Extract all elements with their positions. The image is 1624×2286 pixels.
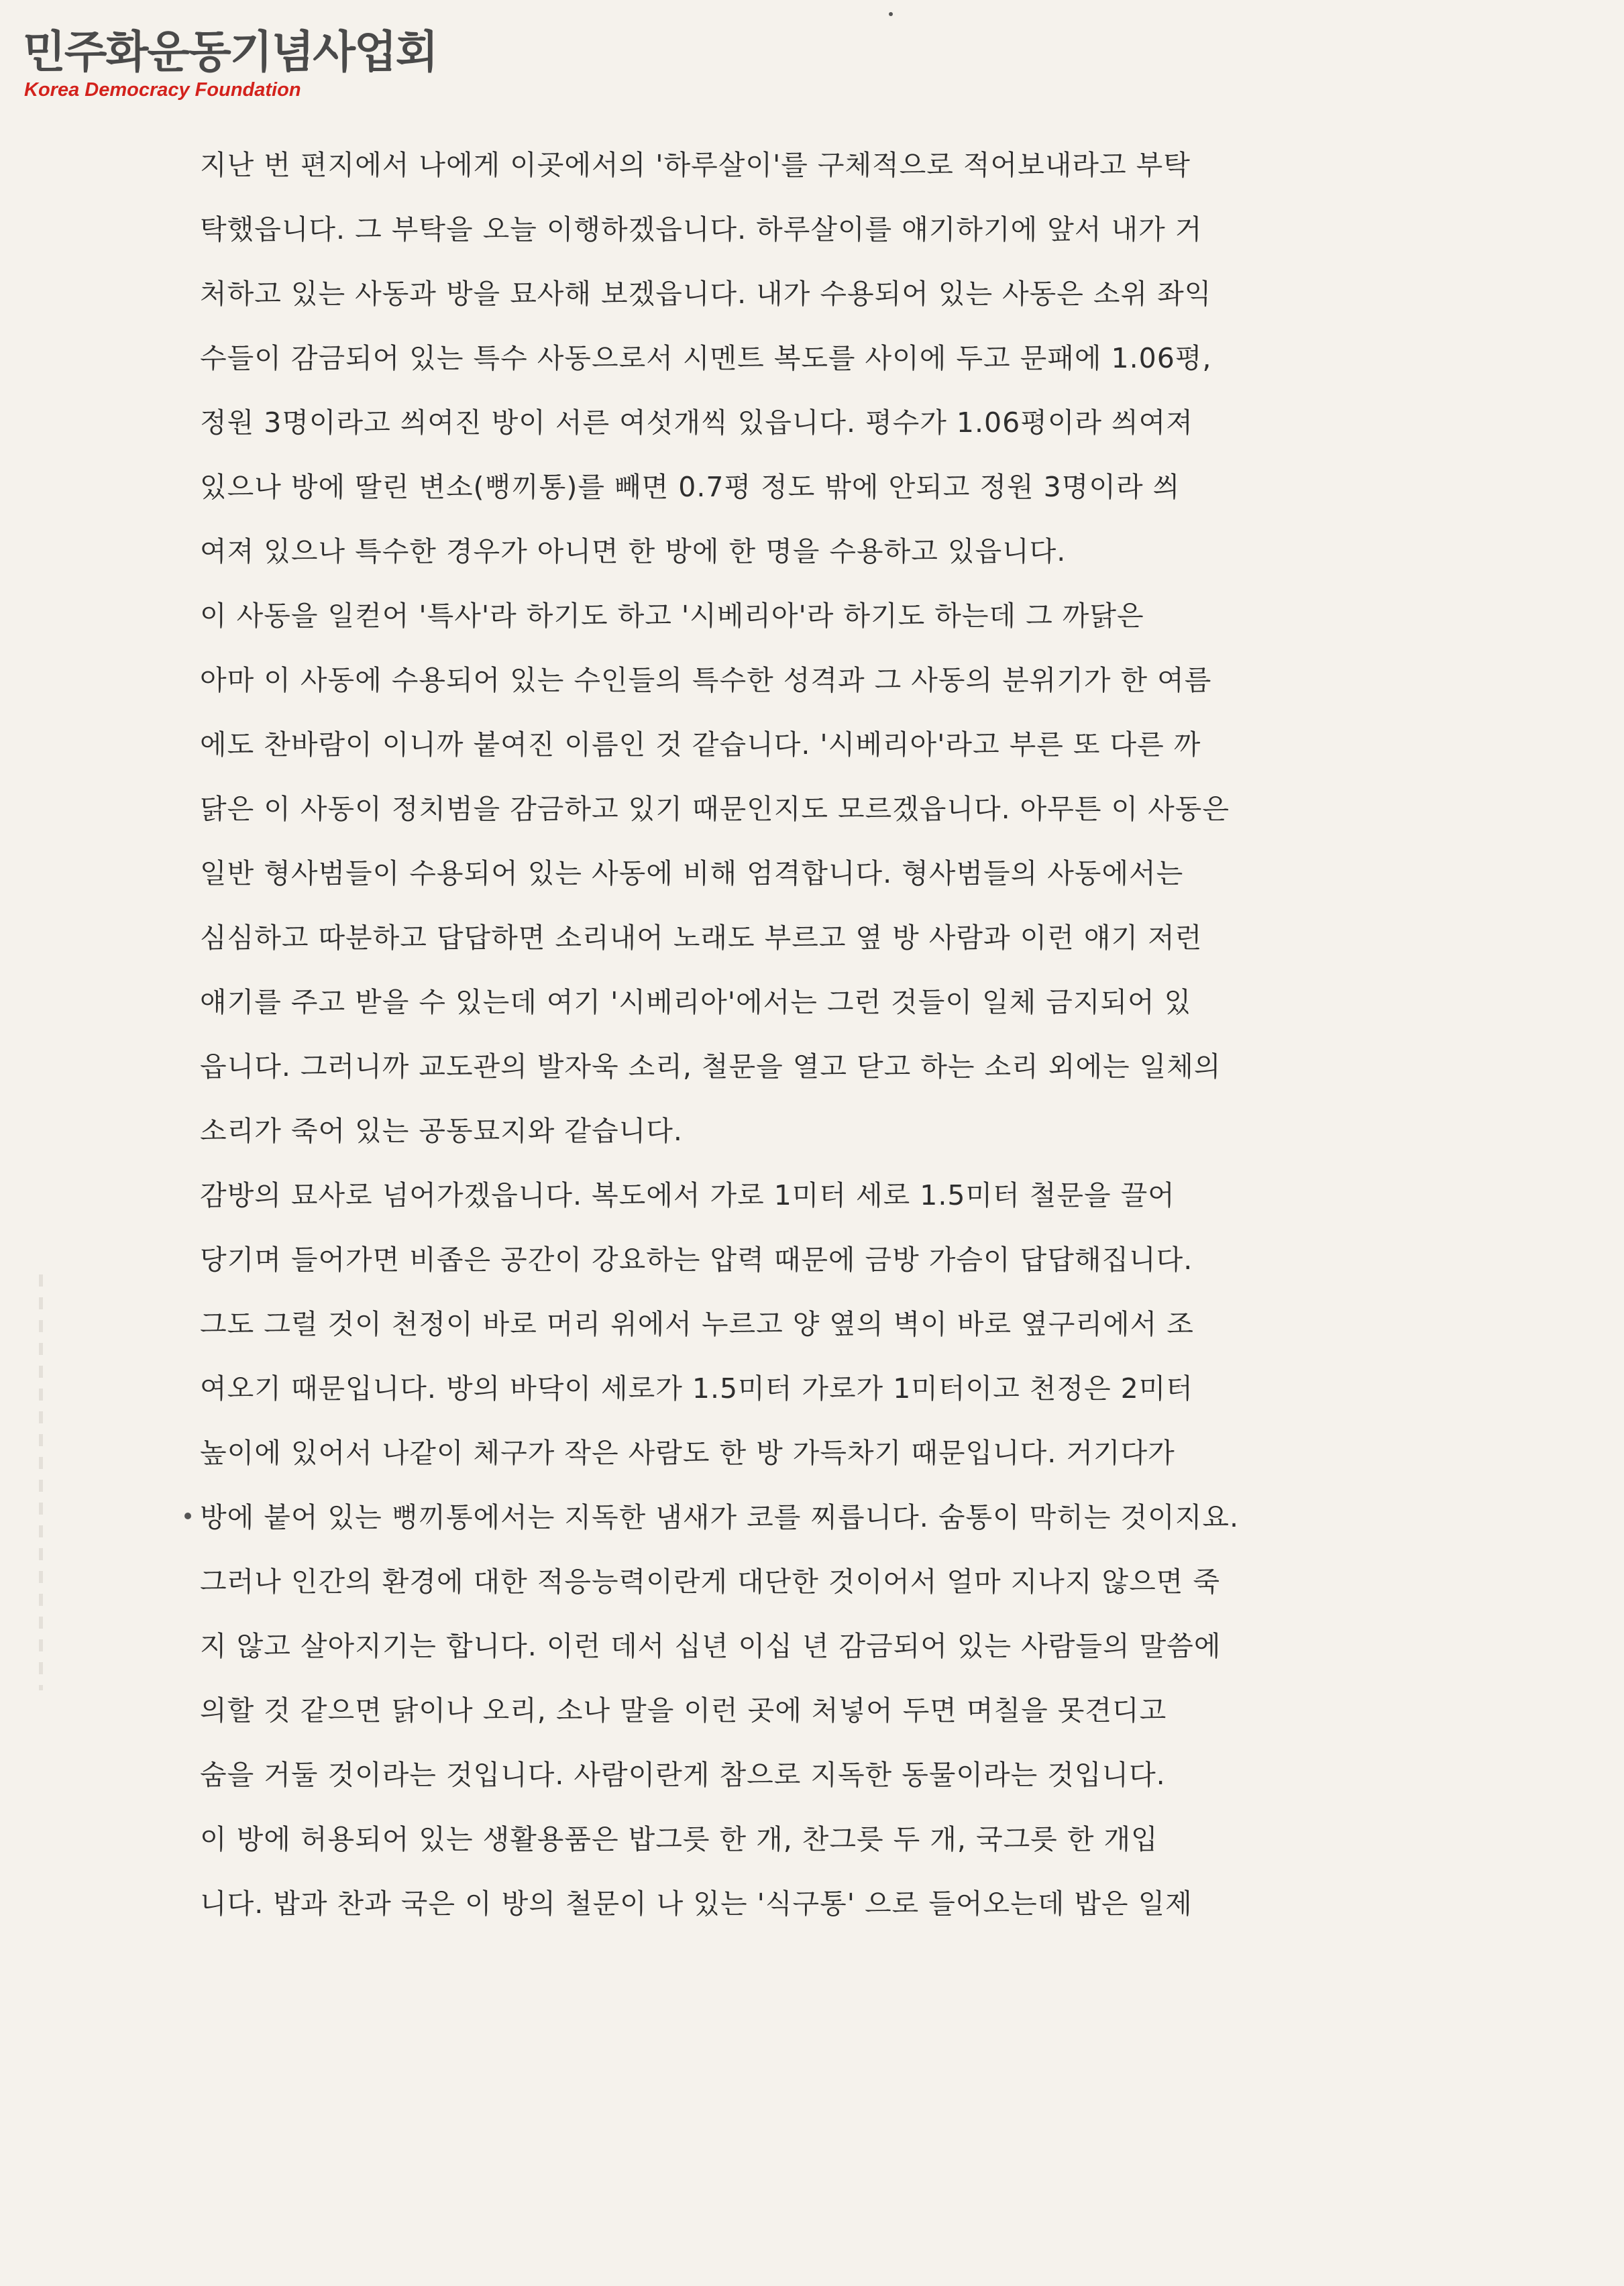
text-line: 소리가 죽어 있는 공동묘지와 같습니다. bbox=[200, 1115, 683, 1147]
margin-dot bbox=[184, 1513, 191, 1519]
text-line: 지난 번 편지에서 나에게 이곳에서의 '하루살이'를 구체적으로 적어보내라고 부탁 bbox=[200, 149, 1191, 181]
text-line: 아마 이 사동에 수용되어 있는 수인들의 특수한 성격과 그 사동의 분위기가 한 여름 bbox=[200, 664, 1212, 696]
text-line: 이 사동을 일컫어 '특사'라 하기도 하고 '시베리아'라 하기도 하는데 그 까닭은 bbox=[200, 600, 1144, 632]
text-line: 니다. 밥과 찬과 국은 이 방의 철문이 나 있는 '식구통' 으로 들어오는데 밥은 일제 bbox=[200, 1888, 1193, 1920]
logo-korean-text: 민주화운동기념사업회 bbox=[23, 26, 437, 78]
text-line: 수들이 감금되어 있는 특수 사동으로서 시멘트 복도를 사이에 두고 문패에 1.06평, bbox=[200, 342, 1212, 374]
text-line: 에도 찬바람이 이니까 붙여진 이름인 것 같습니다. '시베리아'라고 부른 또 다른 까 bbox=[200, 728, 1201, 761]
text-line: 지 않고 살아지기는 합니다. 이런 데서 십년 이십 년 감금되어 있는 사람들의 말씀에 bbox=[200, 1630, 1222, 1662]
text-line: 정원 3명이라고 씌여진 방이 서른 여섯개씩 있읍니다. 평수가 1.06평이라 씌여져 bbox=[200, 406, 1193, 439]
text-line: 여오기 때문입니다. 방의 바닥이 세로가 1.5미터 가로가 1미터이고 천정은 2미터 bbox=[200, 1372, 1193, 1405]
text-line: 당기며 들어가면 비좁은 공간이 강요하는 압력 때문에 금방 가슴이 답답해집니다. bbox=[200, 1244, 1193, 1276]
text-line: 숨을 거둘 것이라는 것입니다. 사람이란게 참으로 지독한 동물이라는 것입니다. bbox=[200, 1759, 1166, 1791]
text-line: 얘기를 주고 받을 수 있는데 여기 '시베리아'에서는 그런 것들이 일체 금지되어 있 bbox=[200, 986, 1192, 1018]
text-line: 심심하고 따분하고 답답하면 소리내어 노래도 부르고 옆 방 사람과 이런 얘기 저런 bbox=[200, 922, 1203, 954]
text-line: 여져 있으나 특수한 경우가 아니면 한 방에 한 명을 수용하고 있읍니다. bbox=[200, 535, 1067, 567]
letter-body bbox=[200, 133, 1528, 1936]
text-line: 높이에 있어서 나같이 체구가 작은 사람도 한 방 가득차기 때문입니다. 거기다가 bbox=[200, 1437, 1175, 1469]
text-line: 처하고 있는 사동과 방을 묘사해 보겠읍니다. 내가 수용되어 있는 사동은 소위 좌익 bbox=[200, 278, 1212, 310]
binding-edge-mark bbox=[39, 1274, 43, 1690]
text-line: 일반 형사범들이 수용되어 있는 사동에 비해 엄격합니다. 형사범들의 사동에서는 bbox=[200, 857, 1184, 889]
korea-democracy-foundation-logo bbox=[23, 25, 437, 106]
text-line: 의할 것 같으면 닭이나 오리, 소나 말을 이런 곳에 처넣어 두면 며칠을 못견디고 bbox=[200, 1694, 1167, 1727]
margin-dot bbox=[889, 12, 893, 16]
text-line: 이 방에 허용되어 있는 생활용품은 밥그릇 한 개, 찬그릇 두 개, 국그릇 한 개입 bbox=[200, 1823, 1158, 1855]
text-line: 방에 붙어 있는 뻥끼통에서는 지독한 냄새가 코를 찌릅니다. 숨통이 막히는 것이지요. bbox=[200, 1501, 1239, 1533]
text-line: 그도 그럴 것이 천정이 바로 머리 위에서 누르고 양 옆의 벽이 바로 옆구리에서 조 bbox=[200, 1308, 1194, 1340]
text-line: 감방의 묘사로 넘어가겠읍니다. 복도에서 가로 1미터 세로 1.5미터 철문을 끌어 bbox=[200, 1179, 1175, 1211]
text-line: 그러나 인간의 환경에 대한 적응능력이란게 대단한 것이어서 얼마 지나지 않으면 죽 bbox=[200, 1566, 1220, 1598]
text-line: 닭은 이 사동이 정치범을 감금하고 있기 때문인지도 모르겠읍니다. 아무튼 이 사동은 bbox=[200, 793, 1230, 825]
text-line: 있으나 방에 딸린 변소(뻥끼통)를 빼면 0.7평 정도 밖에 안되고 정원 3명이라 씌 bbox=[200, 471, 1181, 503]
text-line: 읍니다. 그러니까 교도관의 발자욱 소리, 철문을 열고 닫고 하는 소리 외에는 일체의 bbox=[200, 1050, 1222, 1083]
logo-english-text: Korea Democracy Foundation bbox=[24, 79, 301, 101]
text-line: 탁했읍니다. 그 부탁을 오늘 이행하겠읍니다. 하루살이를 얘기하기에 앞서 내가 거 bbox=[200, 213, 1203, 246]
